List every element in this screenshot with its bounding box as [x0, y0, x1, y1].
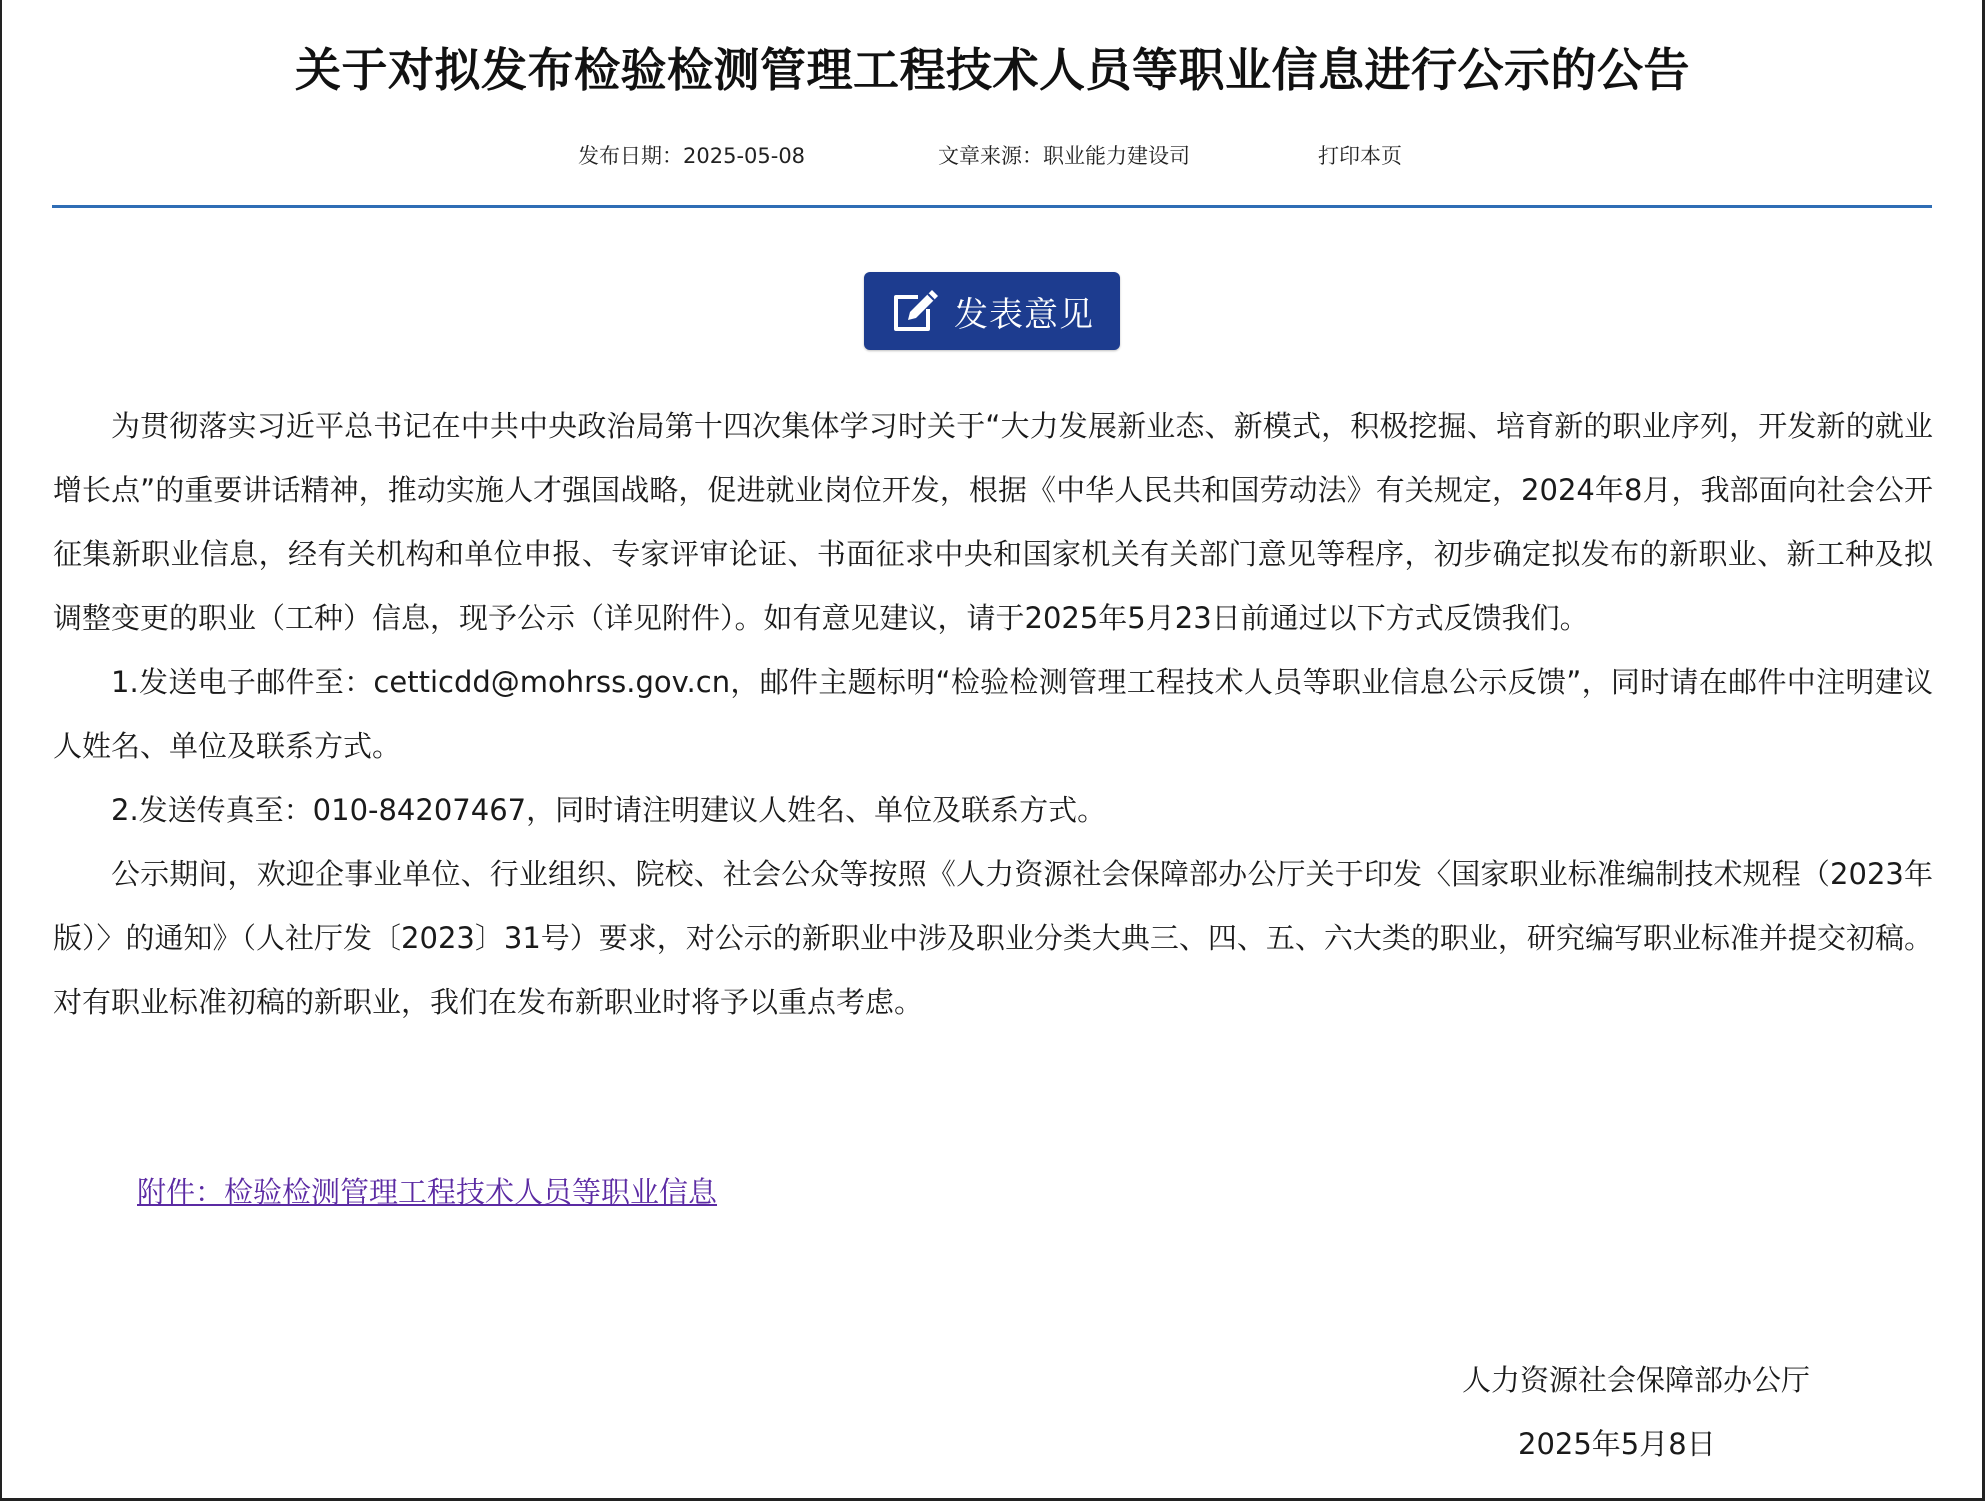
publish-date: 发布日期：2025-05-08	[578, 144, 806, 168]
print-page-link[interactable]: 打印本页	[1318, 144, 1402, 168]
attachment-link[interactable]: 附件：检验检测管理工程技术人员等职业信息	[137, 1175, 718, 1209]
post-comment-button[interactable]	[864, 272, 1120, 350]
signature-date: 2025年5月8日	[1518, 1427, 1716, 1461]
article-body	[53, 394, 1933, 1034]
post-comment-label: 发表意见	[954, 294, 1094, 335]
signature-org: 人力资源社会保障部办公厅	[1462, 1363, 1811, 1397]
article-title: 关于对拟发布检验检测管理工程技术人员等职业信息进行公示的公告	[295, 43, 1690, 97]
title-divider	[52, 205, 1932, 208]
article-source: 文章来源：职业能力建设司	[938, 144, 1190, 168]
paragraph-standards: 公示期间，欢迎企事业单位、行业组织、院校、社会公众等按照《人力资源社会保障部办公厅关于印发〈国家职业标准编制技术规程（2023年版）〉的通知》（人社厅发〔2023〕31号）要求，对公示的新职业中涉及职业分类大典三、四、五、六大类的职业，研究编写职业标准并提交初稿。对有职业标准初稿的新职业，我们在发布新职业时将予以重点考虑。	[53, 857, 1933, 1019]
paragraph-fax: 2.发送传真至：010-84207467，同时请注明建议人姓名、单位及联系方式。	[111, 793, 1107, 827]
paragraph-email: 1.发送电子邮件至：cetticdd@mohrss.gov.cn，邮件主题标明“检验检测管理工程技术人员等职业信息公示反馈”，同时请在邮件中注明建议人姓名、单位及联系方式。	[53, 665, 1933, 763]
edit-pen-icon	[888, 287, 940, 335]
paragraph-intro: 为贯彻落实习近平总书记在中共中央政治局第十四次集体学习时关于“大力发展新业态、新模式，积极挖掘、培育新的职业序列，开发新的就业增长点”的重要讲话精神，推动实施人才强国战略，促进就业岗位开发，根据《中华人民共和国劳动法》有关规定，2024年8月，我部面向社会公开征集新职业信息，经有关机构和单位申报、专家评审论证、书面征求中央和国家机关有关部门意见等程序，初步确定拟发布的新职业、新工种及拟调整变更的职业（工种）信息，现予公示（详见附件）。如有意见建议，请于2025年5月23日前通过以下方式反馈我们。	[53, 409, 1933, 635]
